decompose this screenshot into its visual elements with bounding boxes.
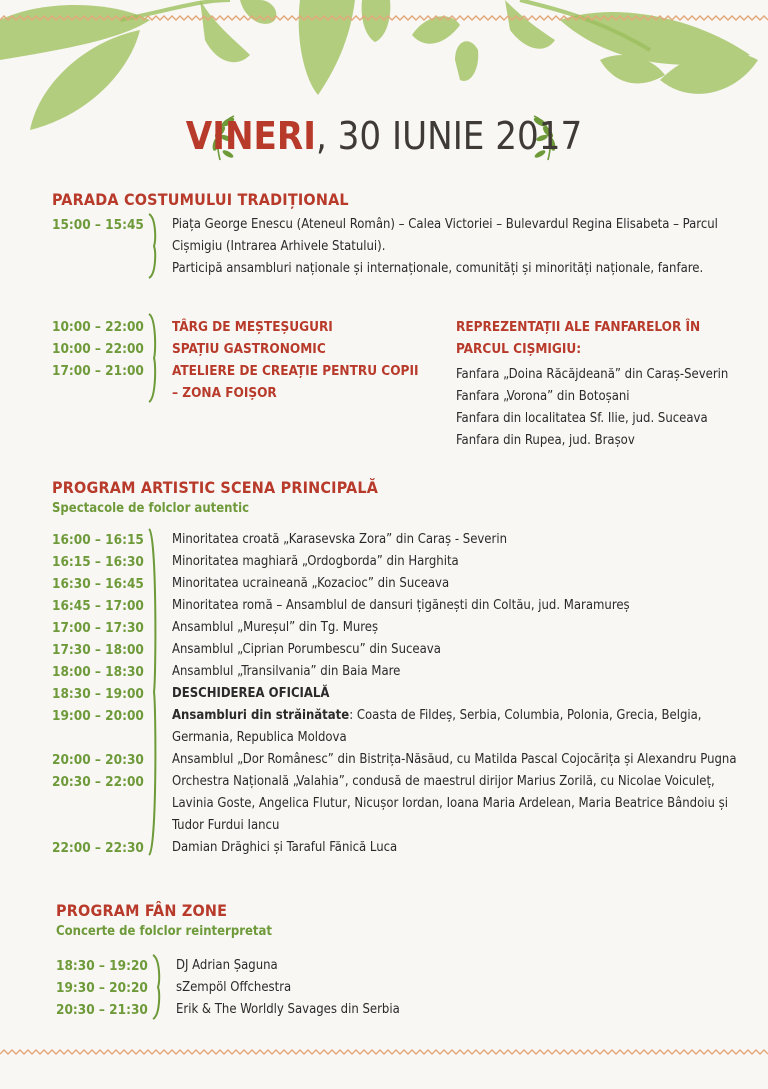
event-label: TÂRG DE MEȘTEȘUGURI [172,319,333,335]
event-time: 17:00 – 21:00 [52,363,144,379]
scena-text: Ansamblul „Mureșul” din Tg. Mureș [172,620,379,635]
event-label-cont: – ZONA FOIȘOR [172,385,277,401]
scena-time: 17:00 – 17:30 [52,620,144,636]
page-title [0,112,768,160]
scena-text: Damian Drăghici și Taraful Fănică Luca [172,840,398,855]
scena-text: Ansamblul „Ciprian Porumbescu” din Suceava [172,642,441,657]
fanfare-title-1: REPREZENTAȚII ALE FANFARELOR ÎN [456,319,701,335]
scena-text: Orchestra Națională „Valahia”, condusă de maestrul dirijor Marius Zorilă, cu Nicolae Voiculeț, [172,774,715,789]
event-label: SPAȚIU GASTRONOMIC [172,341,326,357]
fanfare-item: Fanfara din localitatea Sf. Ilie, jud. Suceava [456,411,708,426]
scena-title: PROGRAM ARTISTIC SCENA PRINCIPALĂ [52,478,379,497]
fanzone-time: 20:30 – 21:30 [56,1002,148,1018]
scena-text [172,708,702,723]
fanzone-text: DJ Adrian Șaguna [176,958,278,973]
scena-text: Minoritatea maghiară „Ordogborda” din Harghita [172,554,459,569]
fanzone-subtitle: Concerte de folclor reinterpretat [56,924,272,939]
event-time: 10:00 – 22:00 [52,341,144,357]
scena-text: Minoritatea croată „Karasevska Zora” din Caraș - Severin [172,532,507,547]
brace-icon [146,312,162,404]
parada-time: 15:00 – 15:45 [52,217,144,233]
scena-time: 20:00 – 20:30 [52,752,144,768]
fanfare-title-2: PARCUL CIȘMIGIU: [456,341,582,357]
brace-icon [146,527,162,857]
scena-text-rest: : Coasta de Fildeș, Serbia, Columbia, Polonia, Grecia, Belgia, [349,708,702,723]
parada-line1: Piața George Enescu (Ateneul Român) – Calea Victoriei – Bulevardul Regina Elisabeta – Parcul [172,217,718,232]
scena-time: 18:00 – 18:30 [52,664,144,680]
event-time: 10:00 – 22:00 [52,319,144,335]
scena-text: Ansamblul „Transilvania” din Baia Mare [172,664,401,679]
scena-text: Ansamblul „Dor Românesc” din Bistrița-Năsăud, cu Matilda Pascal Cojocărița și Alexandru Pugna [172,752,737,767]
scena-time: 16:45 – 17:00 [52,598,144,614]
scena-text-cont: Tudor Furdui Iancu [172,818,280,833]
scena-text: DESCHIDEREA OFICIALĂ [172,686,330,701]
scena-subtitle: Spectacole de folclor autentic [52,501,250,516]
zigzag-border-top [0,14,768,22]
scena-text-bold: Ansambluri din străinătate [172,708,350,723]
scena-time: 16:00 – 16:15 [52,532,144,548]
fanfare-item: Fanfara din Rupea, jud. Brașov [456,433,635,448]
scena-time: 18:30 – 19:00 [52,686,144,702]
brace-icon [150,953,166,1021]
scena-text-cont: Lavinia Goste, Angelica Flutur, Nicușor Iordan, Ioana Maria Ardelean, Maria Beatrice Bândoiu și [172,796,728,811]
fanzone-title: PROGRAM FÂN ZONE [56,901,228,920]
scena-time: 20:30 – 22:00 [52,774,144,790]
fanfare-item: Fanfara „Doina Răcăjdeană” din Caraș-Severin [456,367,729,382]
scena-text-cont: Germania, Republica Moldova [172,730,347,745]
scena-time: 16:15 – 16:30 [52,554,144,570]
parada-line2: Cișmigiu (Intrarea Arhivele Statului). [172,239,386,254]
scena-time: 22:00 – 22:30 [52,840,144,856]
fanfare-item: Fanfara „Vorona” din Botoșani [456,389,630,404]
fanzone-text: sZempöl Offchestra [176,980,292,995]
title-date: , 30 IUNIE 2017 [315,114,583,158]
scena-time: 16:30 – 16:45 [52,576,144,592]
parada-title: PARADA COSTUMULUI TRADIȚIONAL [52,190,349,209]
scena-text: Minoritatea ucraineană „Kozacioc” din Suceava [172,576,450,591]
brace-icon [146,212,162,280]
fanzone-time: 18:30 – 19:20 [56,958,148,974]
event-label: ATELIERE DE CREAȚIE PENTRU COPII [172,363,419,379]
zigzag-border-bottom [0,1048,768,1056]
scena-time: 19:00 – 20:00 [52,708,144,724]
scena-text: Minoritatea romă – Ansamblul de dansuri țigănești din Coltău, jud. Maramureș [172,598,630,613]
fanzone-text: Erik & The Worldly Savages din Serbia [176,1002,400,1017]
fanzone-time: 19:30 – 20:20 [56,980,148,996]
parada-line3: Participă ansambluri naționale și internaționale, comunități și minorități naționale, fanfare. [172,261,704,276]
scena-time: 17:30 – 18:00 [52,642,144,658]
title-day: VINERI [185,114,316,158]
